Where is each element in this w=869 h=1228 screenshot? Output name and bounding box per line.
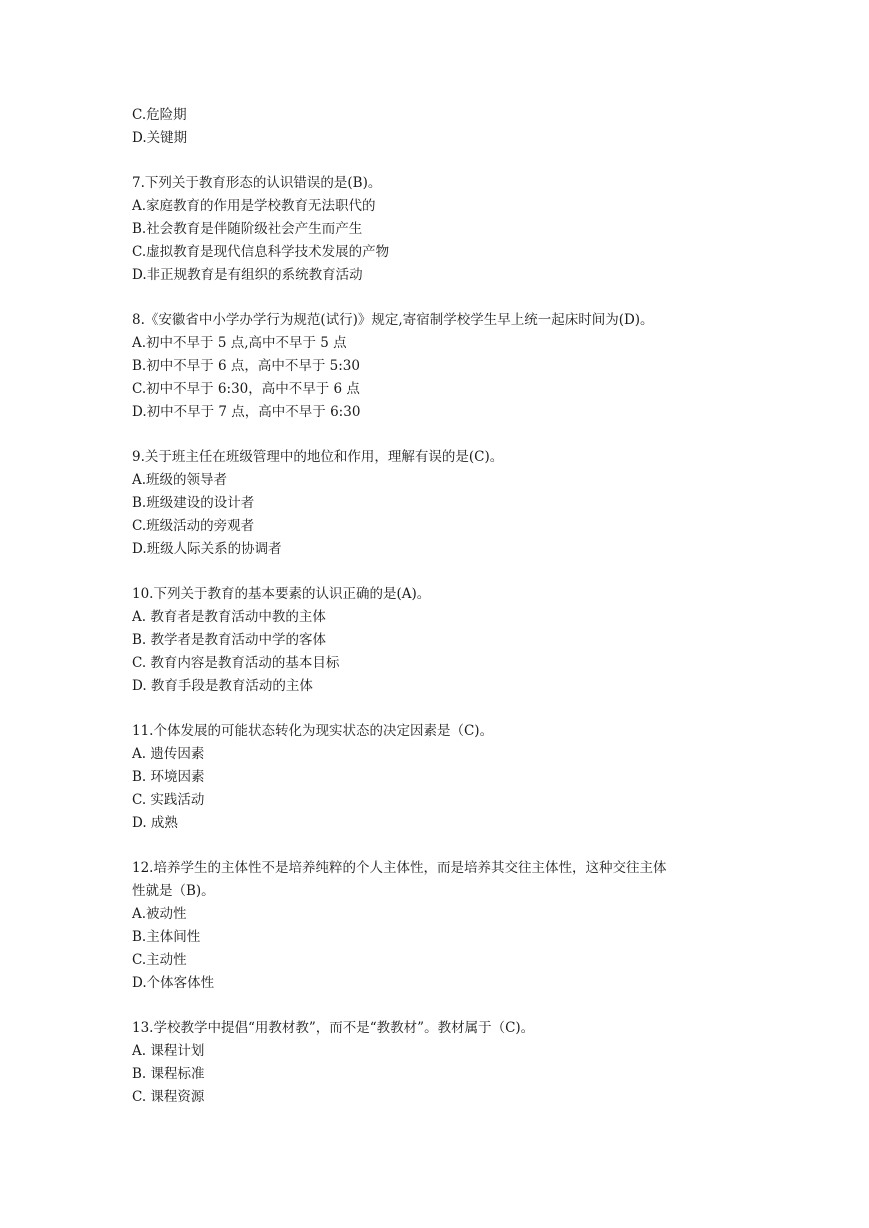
option-line: C. 教育内容是教育活动的基本目标 [132,655,340,671]
option-line: C. 实践活动 [132,792,205,808]
document-content [132,104,752,1131]
question-text-continued: 性就是（B)。 [132,883,215,899]
option-line: B. 课程标准 [132,1066,205,1082]
question-11 [132,720,752,835]
option-line: B.主体间性 [132,929,201,945]
question-13 [132,1017,752,1109]
option-line: B.班级建设的设计者 [132,495,255,511]
option-line: B. 环境因素 [132,769,205,785]
question-7 [132,172,752,287]
question-8 [132,309,752,424]
option-line: D.初中不早于 7 点，高中不早于 6:30 [132,404,361,420]
question-text: 12.培养学生的主体性不是培养纯粹的个人主体性，而是培养其交往主体性，这种交往主体 [132,860,667,876]
question-text: 9.关于班主任在班级管理中的地位和作用，理解有误的是(C)。 [132,449,504,465]
option-line: D.非正规教育是有组织的系统教育活动 [132,267,363,283]
option-line: A.初中不早于 5 点,高中不早于 5 点 [132,335,347,351]
option-line: A. 教育者是教育活动中教的主体 [132,609,326,625]
option-line: D.个体客体性 [132,975,215,991]
question-6-tail [132,104,752,150]
option-line: C.班级活动的旁观者 [132,518,255,534]
question-text: 8.《安徽省中小学办学行为规范(试行)》规定,寄宿制学校学生早上统一起床时间为(D)。 [132,312,654,328]
option-line: A. 遗传因素 [132,746,205,762]
option-line: C.虚拟教育是现代信息科学技术发展的产物 [132,244,390,260]
option-line: C.初中不早于 6:30，高中不早于 6 点 [132,381,360,397]
option-line: C.主动性 [132,952,187,968]
option-line: B. 教学者是教育活动中学的客体 [132,632,327,648]
option-line: D. 成熟 [132,815,178,831]
question-text: 13.学校教学中提倡“用教材教”，而不是“教教材”。教材属于（C)。 [132,1020,535,1036]
option-line: C. 课程资源 [132,1089,205,1105]
question-10 [132,583,752,698]
question-9 [132,446,752,561]
question-text: 10.下列关于教育的基本要素的认识正确的是(A)。 [132,586,431,602]
question-text: 11.个体发展的可能状态转化为现实状态的决定因素是（C)。 [132,723,494,739]
question-12 [132,857,752,995]
option-line: D. 教育手段是教育活动的主体 [132,678,313,694]
question-text: 7.下列关于教育形态的认识错误的是(B)。 [132,175,382,191]
option-line: C.危险期 [132,107,187,123]
option-line: D.班级人际关系的协调者 [132,541,282,557]
option-line: A.班级的领导者 [132,472,228,488]
option-line: A.被动性 [132,906,187,922]
option-line: B.初中不早于 6 点，高中不早于 5:30 [132,358,360,374]
option-line: A. 课程计划 [132,1043,205,1059]
option-line: B.社会教育是伴随阶级社会产生而产生 [132,221,363,237]
option-line: A.家庭教育的作用是学校教育无法职代的 [132,198,376,214]
option-line: D.关键期 [132,130,188,146]
